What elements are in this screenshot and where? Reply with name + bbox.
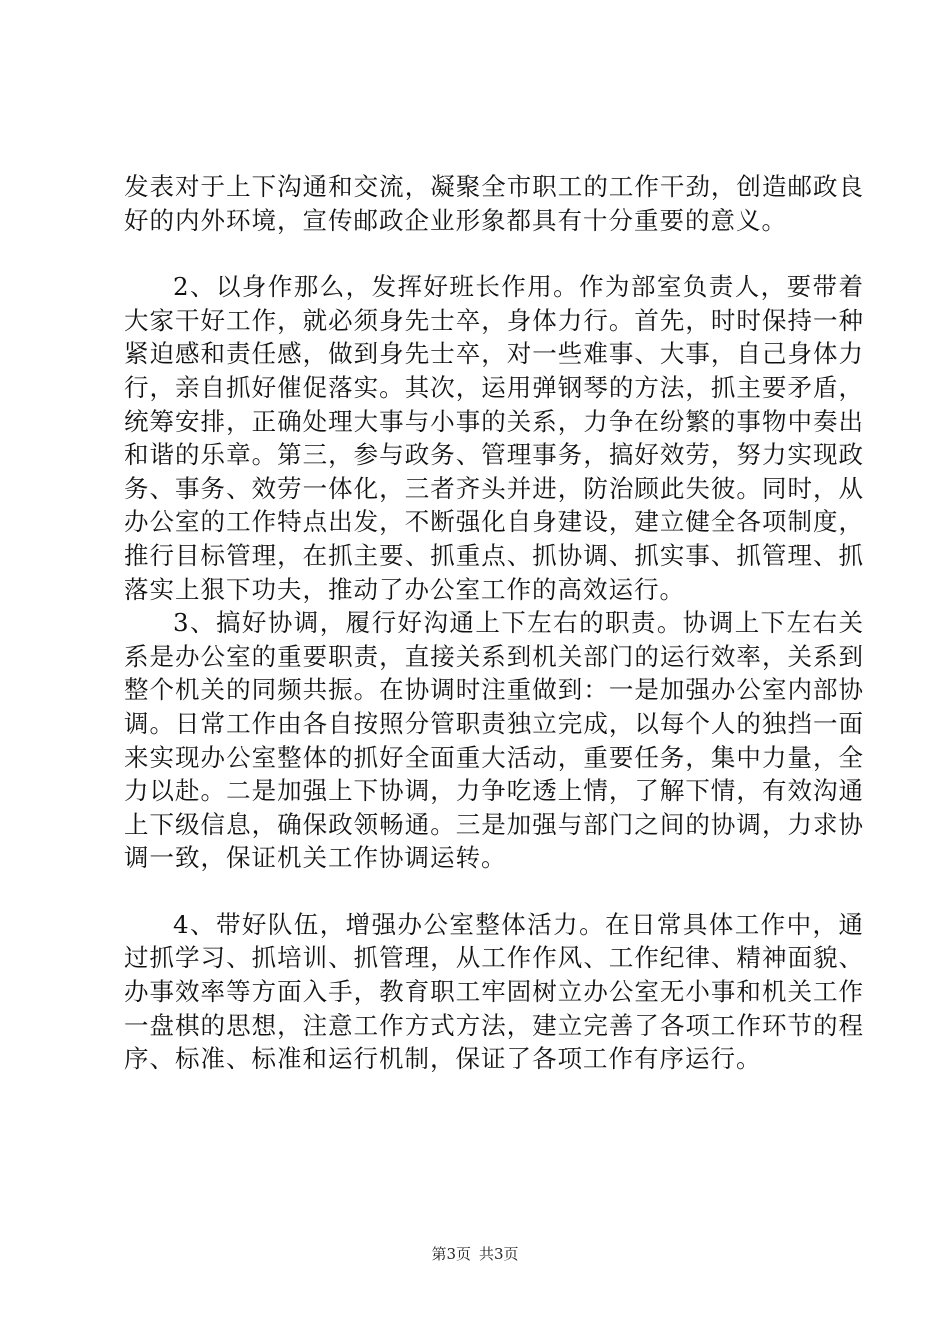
page-footer — [0, 1244, 950, 1264]
paragraph-item-4: 4、带好队伍，增强办公室整体活力。在日常具体工作中，通过抓学习、抓培训、抓管理，从工作作风、工作纪律、精神面貌、办事效率等方面入手，教育职工牢固树立办公室无小事和机关工作一盘棋的思想，注意工作方式方法，建立完善了各项工作环节的程序、标准、标准和运行机制，保证了各项工作有序运行。 — [124, 909, 864, 1074]
paragraph-continuation: 发表对于上下沟通和交流，凝聚全市职工的工作干劲，创造邮政良好的内外环境，宣传邮政企业形象都具有十分重要的意义。 — [124, 172, 864, 235]
document-body — [124, 170, 864, 1076]
paragraph-item-3: 3、搞好协调，履行好沟通上下左右的职责。协调上下左右关系是办公室的重要职责，直接关系到机关部门的运行效率，关系到整个机关的同频共振。在协调时注重做到：一是加强办公室内部协调。日常工作由各自按照分管职责独立完成，以每个人的独挡一面来实现办公室整体的抓好全面重大活动，重要任务，集中力量，全力以赴。二是加强上下协调，力争吃透上情，了解下情，有效沟通上下级信息，确保政领畅通。三是加强与部门之间的协调，力求协调一致，保证机关工作协调运转。 — [124, 608, 864, 873]
page-total: 共3页 — [479, 1245, 519, 1263]
page-number: 第3页 — [431, 1245, 471, 1263]
paragraph-item-2: 2、以身作那么，发挥好班长作用。作为部室负责人，要带着大家干好工作，就必须身先士卒，身体力行。首先，时时保持一种紧迫感和责任感，做到身先士卒，对一些难事、大事，自己身体力行，亲自抓好催促落实。其次，运用弹钢琴的方法，抓主要矛盾，统筹安排，正确处理大事与小事的关系，力争在纷繁的事物中奏出和谐的乐章。第三，参与政务、管理事务，搞好效劳，努力实现政务、事务、效劳一体化，三者齐头并进，防治顾此失彼。同时，从办公室的工作特点出发，不断强化自身建设，建立健全各项制度，推行目标管理，在抓主要、抓重点、抓协调、抓实事、抓管理、抓落实上狠下功夫，推动了办公室工作的高效运行。 — [124, 272, 864, 604]
